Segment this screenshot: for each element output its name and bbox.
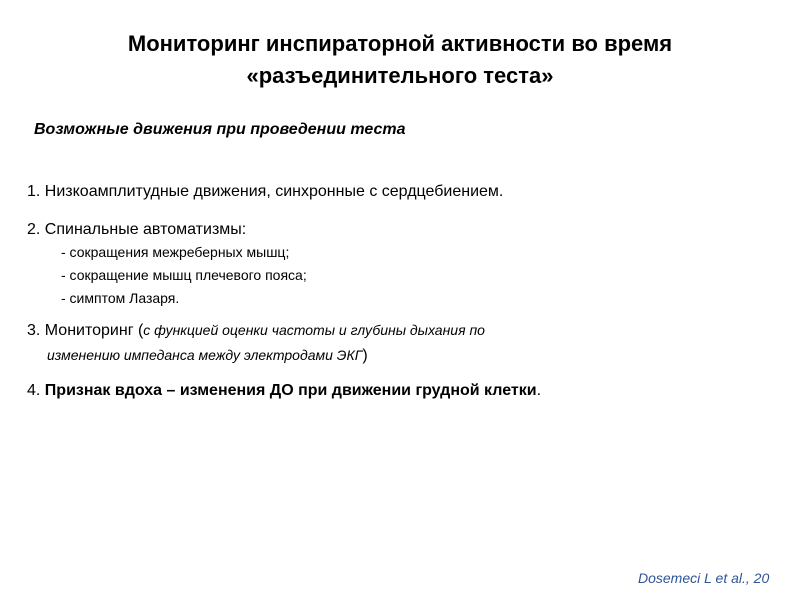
item-4-prefix: 4.	[27, 382, 45, 399]
subitem-1: - сокращения межреберных мышц;	[61, 244, 290, 260]
list-item-3-continuation	[47, 345, 368, 366]
title-line-2: «разъединительного теста»	[246, 63, 554, 88]
list-item-3	[27, 320, 485, 341]
item-3-note-line-2: изменению импеданса между электродами ЭКГ	[47, 347, 363, 363]
slide-title	[0, 28, 800, 92]
item-4-bold-text: Признак вдоха – изменения ДО при движении грудной клетки	[44, 382, 537, 399]
subitem-3: - симптом Лазаря.	[61, 290, 180, 306]
item-3-note-line-1: с функцией оценки частоты и глубины дыхания по	[143, 322, 485, 338]
item-4-suffix: .	[536, 382, 542, 399]
list-item-4	[27, 381, 541, 401]
item-3-prefix: 3. Мониторинг (	[27, 322, 144, 339]
list-item-1: 1. Низкоамплитудные движения, синхронные с сердцебиением.	[27, 183, 504, 200]
list-item-2-subitems	[61, 241, 307, 310]
citation: Dosemeci L et al., 20	[638, 570, 770, 586]
title-line-1: Мониторинг инспираторной активности во время	[127, 31, 673, 56]
list-item-2: 2. Спинальные автоматизмы:	[27, 221, 247, 238]
subitem-2: - сокращение мышц плечевого пояса;	[61, 267, 307, 283]
slide-subtitle: Возможные движения при проведении теста	[34, 121, 406, 138]
item-3-suffix: )	[362, 347, 368, 364]
